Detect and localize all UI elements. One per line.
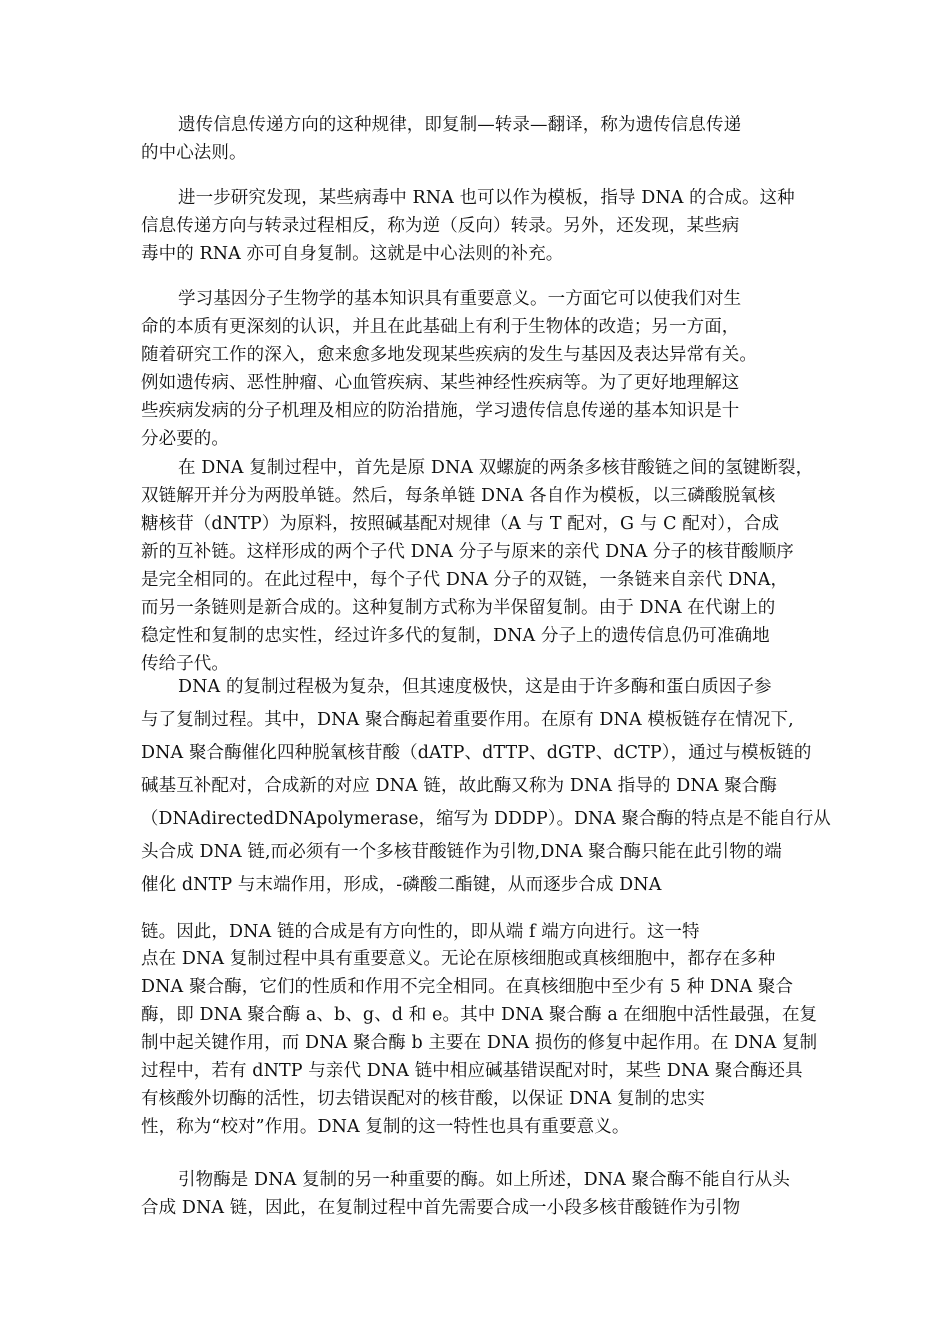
paragraph-central-dogma (141, 111, 831, 167)
text-line: 随着研究工作的深入，愈来愈多地发现某些疾病的发生与基因及表达异常有关。 (141, 345, 757, 365)
text-line: 些疾病发病的分子机理及相应的防治措施，学习遗传信息传递的基本知识是十 (141, 401, 740, 421)
text-line: 合成 DNA 链，因此，在复制过程中首先需要合成一小段多核苷酸链作为引物 (141, 1198, 741, 1218)
paragraph-direction-and-types (141, 919, 831, 1141)
text-line: 分必要的。 (141, 429, 229, 449)
text-line: 头合成 DNA 链,而必须有一个多核苷酸链作为引物,DNA 聚合酶只能在此引物的端 (141, 842, 782, 862)
text-line: 稳定性和复制的忠实性，经过许多代的复制，DNA 分子上的遗传信息仍可准确地 (141, 626, 770, 646)
text-line: DNA 的复制过程极为复杂，但其速度极快，这是由于许多酶和蛋白质因子参 (178, 677, 772, 697)
paragraph-importance (141, 285, 831, 453)
text-line: DNA 聚合酶催化四种脱氧核苷酸（dATP、dTTP、dGTP、dCTP），通过与模板链的 (141, 743, 812, 763)
text-line: 在 DNA 复制过程中，首先是原 DNA 双螺旋的两条多核苷酸链之间的氢键断裂， (178, 458, 814, 478)
text-line: 有核酸外切酶的活性，切去错误配对的核苷酸，以保证 DNA 复制的忠实 (141, 1089, 706, 1109)
paragraph-semi-conservative (141, 454, 831, 678)
text-line: 例如遗传病、恶性肿瘤、心血管疾病、某些神经性疾病等。为了更好地理解这 (141, 373, 740, 393)
text-line: 碱基互补配对，合成新的对应 DNA 链，故此酶又称为 DNA 指导的 DNA 聚合酶 (141, 776, 778, 796)
text-line: 点在 DNA 复制过程中具有重要意义。无论在原核细胞或真核细胞中，都存在多种 (141, 949, 776, 969)
text-line: 过程中，若有 dNTP 与亲代 DNA 链中相应碱基错误配对时，某些 DNA 聚合酶还具 (141, 1061, 803, 1081)
text-line: 催化 dNTP 与末端作用，形成，-磷酸二酯键，从而逐步合成 DNA (141, 875, 662, 895)
text-line: DNA 聚合酶，它们的性质和作用不完全相同。在真核细胞中至少有 5 种 DNA 聚合 (141, 977, 794, 997)
text-line: 遗传信息传递方向的这种规律，即复制—转录—翻译，称为遗传信息传递 (178, 115, 742, 135)
text-line: 制中起关键作用，而 DNA 聚合酶 b 主要在 DNA 损伤的修复中起作用。在 DNA 复制 (141, 1033, 818, 1053)
paragraph-primase (141, 1166, 831, 1222)
paragraph-dna-polymerase (141, 671, 831, 902)
text-line: 酶，即 DNA 聚合酶 a、b、g、d 和 e。其中 DNA 聚合酶 a 在细胞中活性最强，在复 (141, 1005, 818, 1025)
text-line: 毒中的 RNA 亦可自身复制。这就是中心法则的补充。 (141, 244, 564, 264)
text-line: 链。因此，DNA 链的合成是有方向性的，即从端 f 端方向进行。这一特 (141, 922, 700, 942)
text-line: 新的互补链。这样形成的两个子代 DNA 分子与原来的亲代 DNA 分子的核苷酸顺序 (141, 542, 794, 562)
text-line: 糖核苷（dNTP）为原料，按照碱基配对规律（A 与 T 配对，G 与 C 配对），合成 (141, 514, 780, 534)
paragraph-reverse-transcription (141, 184, 831, 268)
text-line: 的中心法则。 (141, 143, 247, 163)
text-line: 传给子代。 (141, 654, 229, 674)
text-line: 进一步研究发现，某些病毒中 RNA 也可以作为模板，指导 DNA 的合成。这种 (178, 188, 795, 208)
text-line: 性，称为“校对”作用。DNA 复制的这一特性也具有重要意义。 (141, 1117, 630, 1137)
text-line: （DNAdirectedDNApolymerase，缩写为 DDDP）。DNA 聚合酶的特点是不能自行从 (141, 809, 831, 829)
text-line: 是完全相同的。在此过程中，每个子代 DNA 分子的双链，一条链来自亲代 DNA， (141, 570, 789, 590)
text-line: 学习基因分子生物学的基本知识具有重要意义。一方面它可以使我们对生 (178, 289, 742, 309)
text-line: 信息传递方向与转录过程相反，称为逆（反向）转录。另外，还发现，某些病 (141, 216, 740, 236)
text-line: 引物酶是 DNA 复制的另一种重要的酶。如上所述，DNA 聚合酶不能自行从头 (178, 1170, 790, 1190)
text-line: 与了复制过程。其中，DNA 聚合酶起着重要作用。在原有 DNA 模板链存在情况下, (141, 710, 794, 730)
text-line: 而另一条链则是新合成的。这种复制方式称为半保留复制。由于 DNA 在代谢上的 (141, 598, 776, 618)
text-line: 双链解开并分为两股单链。然后，每条单链 DNA 各自作为模板，以三磷酸脱氧核 (141, 486, 776, 506)
text-line: 命的本质有更深刻的认识，并且在此基础上有利于生物体的改造；另一方面， (141, 317, 740, 337)
